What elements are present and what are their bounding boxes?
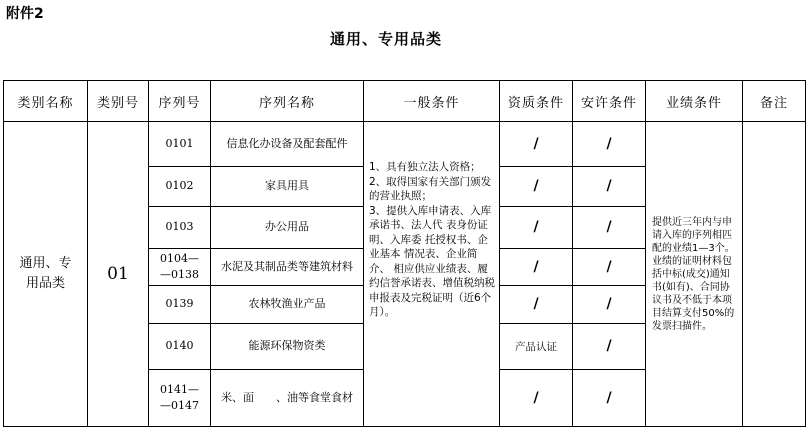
category-name-cell [4,122,88,427]
performance-conditions-cell: 提供近三年内与申请入库的序列相匹配的业绩1—3个。业绩的证明材料包括中标(成交)通知书(如有)、合同协议书及不低于本项目结算支付50%的发票扫描件。 [646,122,743,427]
serial-name-cell: 办公用品 [211,206,364,248]
col-safety-permit: 安许条件 [573,81,646,122]
category-code-cell: 01 [88,122,149,427]
header-row [4,81,806,122]
qualification-cell: / [500,248,573,285]
safety-permit-cell: / [573,323,646,369]
safety-permit-cell: / [573,206,646,248]
qualification-cell: / [500,206,573,248]
serial-cell: 0140 [149,323,211,369]
attachment-label: 附件2 [6,6,44,22]
category-table [3,80,806,427]
col-performance: 业绩条件 [646,81,743,122]
qualification-cell: / [500,285,573,323]
safety-permit-cell: / [573,122,646,167]
serial-name-cell: 水泥及其制品类等建筑材料 [211,248,364,285]
serial-name-cell: 家具用具 [211,167,364,207]
page-title: 通用、专用品类 [330,30,443,48]
serial-name-cell: 米、面 、油等食堂食材 [211,369,364,426]
safety-permit-cell: / [573,248,646,285]
safety-permit-cell: / [573,369,646,426]
col-category-name: 类别名称 [4,81,88,122]
serial-cell: 0103 [149,206,211,248]
safety-permit-cell: / [573,285,646,323]
col-serial-number: 序列号 [149,81,211,122]
qualification-cell: / [500,369,573,426]
qualification-cell: / [500,167,573,207]
category-name: 通用、专用品类 [19,256,72,291]
general-conditions-cell: 1、具有独立法人资格； 2、取得国家有关部门颁发的营业执照； 3、提供入库申请表、入库承诺书、法人代 表身份证明、入库委 托授权书、企业基本 情况表、企业简介、 相应供应业绩表、履 约信誉承诺表、增值税纳税申报表及完税证明（近6个月）。 [364,122,500,427]
col-serial-name: 序列名称 [211,81,364,122]
qualification-cell: / [500,122,573,167]
serial-name-cell: 能源环保物资类 [211,323,364,369]
col-category-code: 类别号 [88,81,149,122]
serial-name-cell: 信息化办设备及配套配件 [211,122,364,167]
qualification-cell: 产品认证 [500,323,573,369]
safety-permit-cell: / [573,167,646,207]
col-general-conditions: 一般条件 [364,81,500,122]
serial-cell: 0139 [149,285,211,323]
serial-cell: 0104— —0138 [149,248,211,285]
col-qualification: 资质条件 [500,81,573,122]
table-row [4,122,806,167]
serial-cell: 0102 [149,167,211,207]
serial-name-cell: 农林牧渔业产品 [211,285,364,323]
serial-cell: 0141— —0147 [149,369,211,426]
remarks-cell [743,122,806,427]
serial-cell: 0101 [149,122,211,167]
col-remarks: 备注 [743,81,806,122]
